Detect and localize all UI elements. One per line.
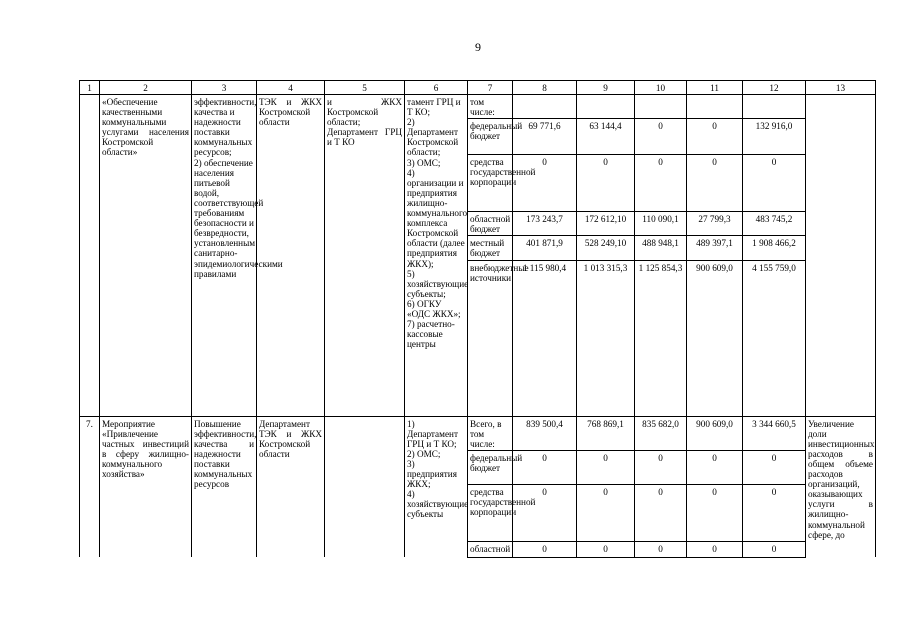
value-cell: 0 — [513, 484, 577, 541]
table-row — [80, 95, 876, 119]
value-cell: 132 916,0 — [743, 119, 806, 155]
value-cell — [687, 95, 743, 119]
value-cell: 3 344 660,5 — [743, 416, 806, 450]
value-cell: 172 612,10 — [577, 212, 635, 236]
funding-source: федеральный бюджет — [468, 450, 513, 484]
value-cell: 0 — [687, 450, 743, 484]
header-cell: 10 — [635, 81, 687, 95]
value-cell: 0 — [743, 484, 806, 541]
value-cell: 0 — [513, 541, 577, 557]
funding-source: местный бюджет — [468, 236, 513, 260]
value-cell: 0 — [635, 541, 687, 557]
value-cell: 0 — [513, 155, 577, 212]
value-cell: 488 948,1 — [635, 236, 687, 260]
funding-source: областной бюджет — [468, 212, 513, 236]
coexecutor-cell — [325, 416, 405, 557]
participants-cell: тамент ГРЦ и Т КО; 2) Департамент Костромской области; 3) ОМС; 4) организации и предприятия жилищно-коммунального комплекса Костромской области (далее предприятия ЖКХ); 5) хозяйствующие субъекты; 6) ОГКУ «ОДС ЖКХ»; 7) расчетно-кассовые центры — [405, 95, 468, 417]
page-number: 9 — [475, 40, 481, 54]
value-cell: 835 682,0 — [635, 416, 687, 450]
header-cell: 5 — [325, 81, 405, 95]
funding-source: Всего, в том числе: — [468, 416, 513, 450]
value-cell: 0 — [635, 450, 687, 484]
participants-cell: 1) Департамент ГРЦ и Т КО; 2) ОМС; 3) предприятия ЖКХ; 4) хозяйствующие субъекты — [405, 416, 468, 557]
header-cell: 3 — [192, 81, 257, 95]
value-cell: 0 — [687, 155, 743, 212]
value-cell: 27 799,3 — [687, 212, 743, 236]
coexecutor-cell: и ЖКХ Костромской области; Департамент ГРЦ и Т КО — [325, 95, 405, 417]
value-cell: 1 013 315,3 — [577, 260, 635, 416]
measure-target: эффективности, качества и надежности поставки коммунальных ресурсов; 2) обеспечение населения питьевой водой, соответствующей требованиям безопасности и безвредности, установленным санитарно-эпидемиологическими правилами — [192, 95, 257, 417]
value-cell — [743, 95, 806, 119]
value-cell: 0 — [687, 541, 743, 557]
funding-source: федеральный бюджет — [468, 119, 513, 155]
value-cell: 173 243,7 — [513, 212, 577, 236]
row-number — [80, 95, 100, 417]
executor-cell: Департамент ТЭК и ЖКХ Костромской области — [257, 416, 325, 557]
measure-name: «Обеспечение качественными коммунальными услугами населения Костромской области» — [100, 95, 192, 417]
value-cell: 768 869,1 — [577, 416, 635, 450]
funding-source: средства государственной корпорации — [468, 155, 513, 212]
value-cell: 110 090,1 — [635, 212, 687, 236]
header-cell: 2 — [100, 81, 192, 95]
header-cell: 4 — [257, 81, 325, 95]
value-cell: 1 125 854,3 — [635, 260, 687, 416]
value-cell: 69 771,6 — [513, 119, 577, 155]
funding-source: областной — [468, 541, 513, 557]
header-cell: 7 — [468, 81, 513, 95]
header-cell: 12 — [743, 81, 806, 95]
row-number: 7. — [80, 416, 100, 557]
value-cell: 0 — [577, 484, 635, 541]
header-cell: 11 — [687, 81, 743, 95]
header-cell: 9 — [577, 81, 635, 95]
value-cell: 0 — [513, 450, 577, 484]
value-cell: 0 — [577, 155, 635, 212]
value-cell: 900 609,0 — [687, 416, 743, 450]
value-cell: 1 908 466,2 — [743, 236, 806, 260]
executor-cell: ТЭК и ЖКХ Костромской области — [257, 95, 325, 417]
header-cell: 6 — [405, 81, 468, 95]
value-cell: 0 — [577, 450, 635, 484]
header-cell: 13 — [806, 81, 876, 95]
value-cell: 0 — [635, 119, 687, 155]
value-cell: 528 249,10 — [577, 236, 635, 260]
value-cell: 1 115 980,4 — [513, 260, 577, 416]
value-cell: 0 — [687, 119, 743, 155]
value-cell: 0 — [743, 450, 806, 484]
result-cell: Увеличение доли инвестиционных расходов в общем объеме расходов организаций, оказывающих услуги в жилищно-коммунальной сфере, до — [806, 416, 876, 557]
measure-name: Мероприятие «Привлечение частных инвестиций в сферу жилищно-коммунального хозяйства» — [100, 416, 192, 557]
value-cell: 0 — [635, 484, 687, 541]
header-cell: 8 — [513, 81, 577, 95]
header-cell: 1 — [80, 81, 100, 95]
value-cell: 900 609,0 — [687, 260, 743, 416]
value-cell — [635, 95, 687, 119]
value-cell: 0 — [635, 155, 687, 212]
funding-source: внебюджетные источники — [468, 260, 513, 416]
value-cell — [577, 95, 635, 119]
measure-target: Повышение эффективности, качества и надежности поставки коммунальных ресурсов — [192, 416, 257, 557]
result-cell — [806, 95, 876, 417]
value-cell: 489 397,1 — [687, 236, 743, 260]
header-row — [80, 81, 876, 95]
value-cell: 4 155 759,0 — [743, 260, 806, 416]
value-cell: 0 — [743, 541, 806, 557]
value-cell: 63 144,4 — [577, 119, 635, 155]
funding-source: том числе: — [468, 95, 513, 119]
value-cell — [513, 95, 577, 119]
program-table — [79, 80, 876, 558]
value-cell: 0 — [743, 155, 806, 212]
funding-source: средства государственной корпорации — [468, 484, 513, 541]
table-row — [80, 416, 876, 450]
value-cell: 0 — [687, 484, 743, 541]
value-cell: 839 500,4 — [513, 416, 577, 450]
value-cell: 483 745,2 — [743, 212, 806, 236]
value-cell: 0 — [577, 541, 635, 557]
value-cell: 401 871,9 — [513, 236, 577, 260]
